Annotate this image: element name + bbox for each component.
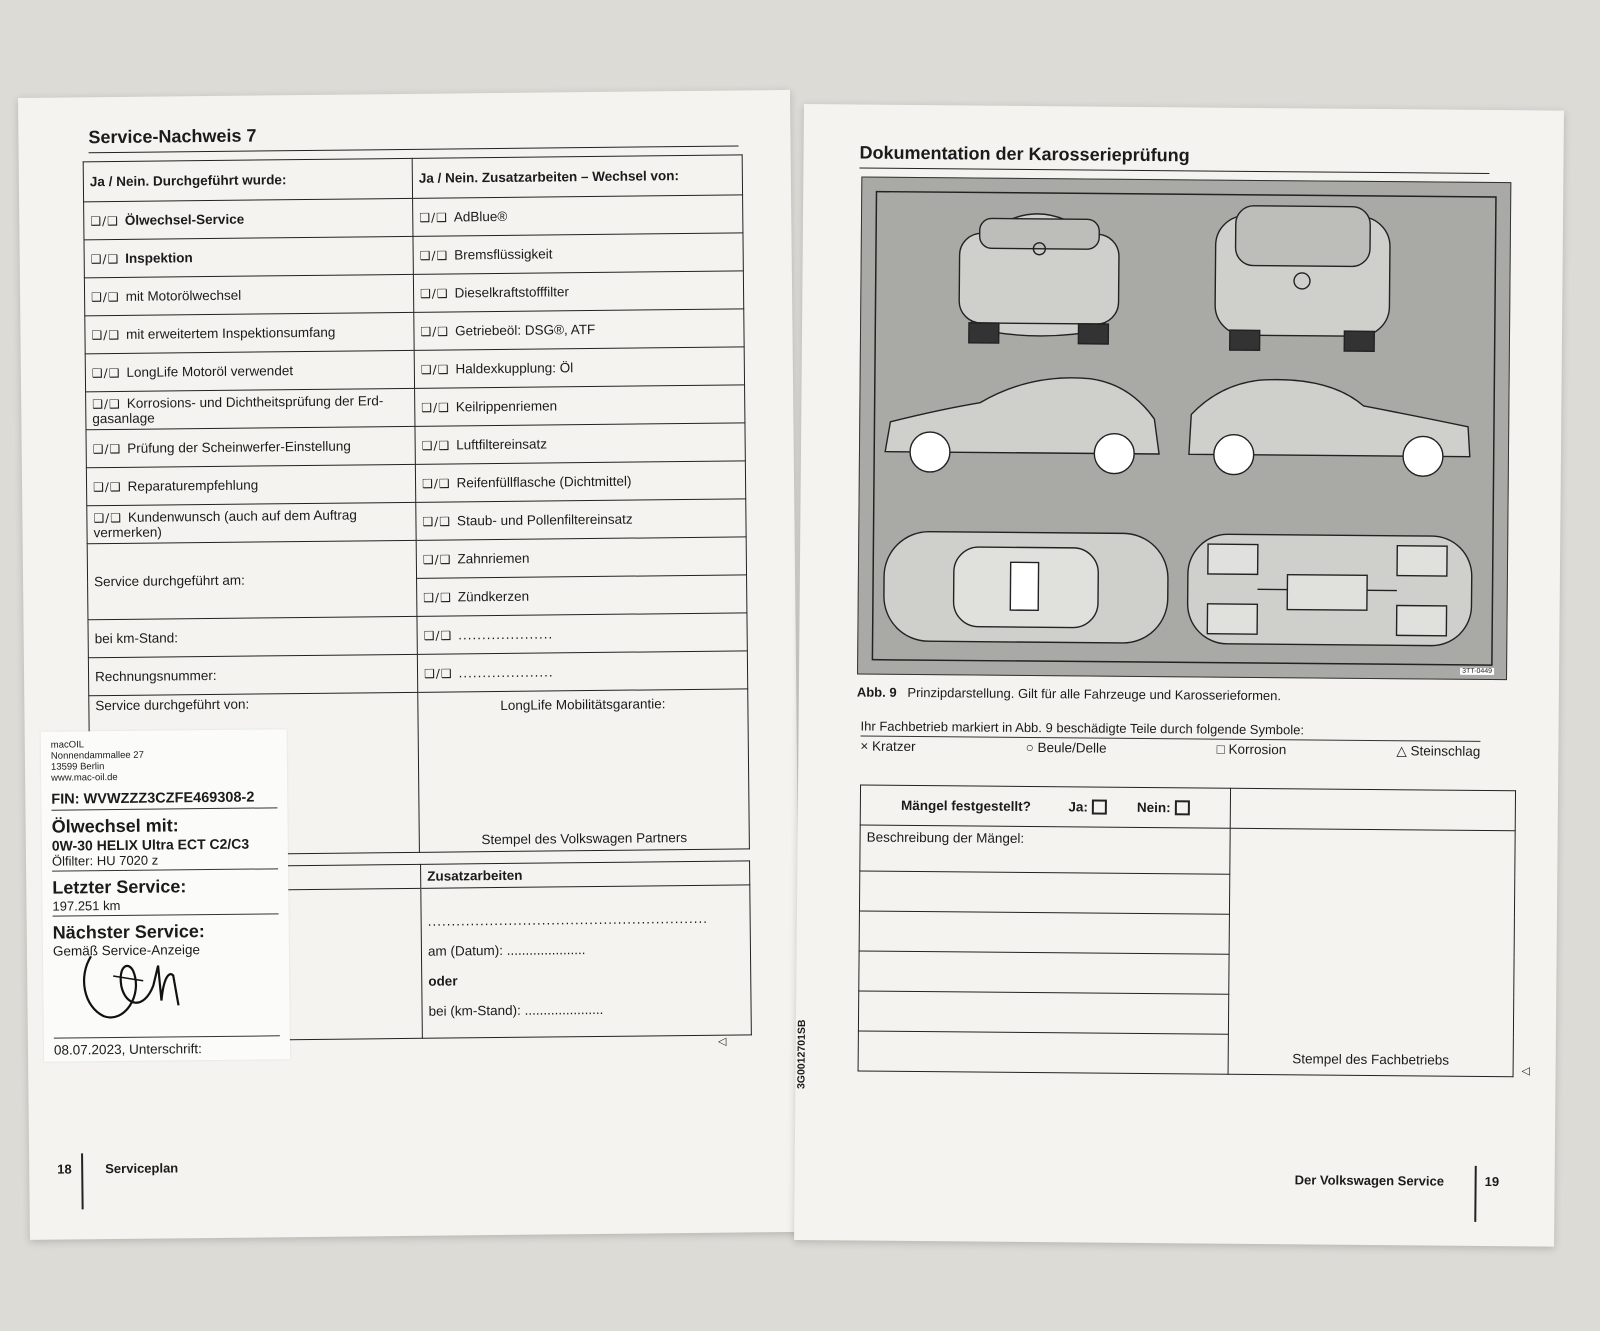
symbols-intro: Ihr Fachbetrieb markiert in Abb. 9 beschädigte Teile durch folgende Symbole: [860,719,1480,742]
symbol-legend [860,739,1480,760]
performed-by-label: Service durchgeführt von: [95,696,250,714]
sticker-last-title: Letzter Service: [52,876,187,898]
km-label: bei km-Stand: [94,630,179,647]
checkbox-pair[interactable]: ❑/❑ [92,396,121,411]
row-label: AdBlue® [453,208,508,225]
no-label: Nein: [1136,799,1171,815]
symbol-corrosion: □ Korrosion [1216,741,1287,758]
yes-checkbox[interactable] [1092,800,1107,815]
row-label: Prüfung der Scheinwerfer-Einstellung [127,438,351,456]
checkbox-pair[interactable]: ❑/❑ [93,510,123,525]
row-label: Zahnriemen [457,550,530,567]
sticker-oil-title: Ölwechsel mit: [51,815,179,837]
checkbox-pair[interactable]: ❑/❑ [420,362,450,377]
mobility-cell [418,689,750,852]
signature-icon [73,945,194,1026]
service-sticker [41,729,290,1062]
mobility-label: LongLife Mobilitätsgarantie: [500,696,666,713]
service-date-label: Service durchgeführt am: [93,572,245,590]
page-number: 19 [1484,1173,1500,1190]
invoice-cell[interactable] [88,654,417,695]
row-label: Inspektion [125,250,193,266]
sticker-street: Nonnendammallee 27 [50,749,144,762]
row-label: mit erweitertem Inspektionsumfang [125,324,336,342]
right-page [794,104,1564,1247]
checkbox-pair[interactable]: ❑/❑ [419,286,449,301]
sticker-last-km: 197.251 km [52,896,278,916]
checkbox-pair[interactable]: ❑/❑ [423,628,453,643]
header-left: Ja / Nein. Durchgeführt wurde: [83,158,412,201]
sticker-fin: FIN: WVWZZZ3CZFE469308-2 [51,789,277,810]
header-right: Ja / Nein. Zusatzarbeiten – Wechsel von: [412,155,742,198]
checkbox-pair[interactable]: ❑/❑ [91,289,120,305]
checkbox-pair[interactable]: ❑/❑ [419,210,448,225]
symbol-scratch: × Kratzer [860,738,916,754]
vehicle-diagram [857,177,1511,681]
symbol-stone-chip: △ Steinschlag [1396,743,1481,759]
defects-table [858,785,1516,1078]
row-label: Keilrippenriemen [455,398,558,415]
row-label: mit Motorölwechsel [125,287,242,304]
left-page [18,90,802,1240]
symbol-dent: ○ Beule/Delle [1025,739,1107,756]
checkbox-pair[interactable]: ❑/❑ [90,213,119,229]
row-label: Getriebeöl: DSG®, ATF [454,321,596,339]
stamp-label: Stempel des Fachbetriebs [1292,1051,1450,1068]
sticker-next-value: Gemäß Service-Anzeige [52,942,201,959]
caption-label: Abb. 9 [856,684,897,700]
sticker-city: 13599 Berlin [50,761,105,773]
description-cell[interactable] [860,825,1230,874]
checkbox-pair[interactable]: ❑/❑ [423,590,452,605]
figure-code: 3TT-0449 [1462,667,1493,676]
footer-divider [1474,1166,1476,1222]
footer-text: Der Volkswagen Service [1294,1172,1445,1189]
checkbox-pair[interactable]: ❑/❑ [421,438,451,453]
invoice-label: Rechnungsnummer: [94,667,217,685]
km-field[interactable]: bei (km-Stand): ..................... [428,1001,604,1019]
row-label: Ölwechsel-Service [124,211,245,228]
checkbox-pair[interactable]: ❑/❑ [91,365,121,381]
row-label: Kundenwunsch (auch auf dem Auftrag vermerken) [93,506,357,540]
blank-line[interactable]: ........................................................... [427,910,709,929]
sticker-filter: Ölfilter: HU 7020 z [52,851,278,871]
footer-text: Serviceplan [105,1160,179,1177]
row-label: Bremsflüssigkeit [454,246,553,263]
description-line[interactable] [859,871,1229,914]
checkbox-pair[interactable]: ❑/❑ [419,248,449,263]
or-label: oder [428,973,458,989]
row-label: Reparaturempfehlung [127,477,259,494]
row-label: Haldexkupplung: Öl [455,360,574,377]
blank-line[interactable]: .................... [458,626,554,643]
triangle-marker-icon: ◁ [717,1035,727,1048]
car-outlines-icon [858,178,1510,680]
row-label: Zündkerzen [457,588,530,605]
row-label: Luftfiltereinsatz [456,436,548,453]
page-number: 18 [57,1161,72,1177]
defects-question: Mängel festgestellt? [901,797,1031,814]
no-checkbox[interactable] [1175,801,1190,816]
document-code: 3G0012701SB [795,1019,809,1090]
caption-text: Prinzipdarstellung. Gilt für alle Fahrzeuge und Karosserieformen. [907,684,1282,704]
checkbox-pair[interactable]: ❑/❑ [93,479,122,495]
page-title: Service-Nachweis 7 [88,120,738,153]
description-line[interactable] [858,991,1228,1034]
stamp-cell [1228,828,1515,1076]
checkbox-pair[interactable]: ❑/❑ [421,400,450,415]
extra-header: Zusatzarbeiten [421,861,750,888]
row-label: Reifenfüllflasche (Dichtmittel) [456,473,632,491]
service-date-cell[interactable] [87,540,417,619]
km-cell[interactable] [88,616,417,657]
checkbox-pair[interactable]: ❑/❑ [423,666,453,681]
footer-divider [81,1153,83,1209]
sticker-web: www.mac-oil.de [51,771,118,784]
checkbox-pair[interactable]: ❑/❑ [92,441,122,457]
blank-line[interactable]: .................... [458,664,554,681]
table-header-row [83,155,742,202]
sticker-date-signature: 08.07.2023, Unterschrift: [54,1035,280,1057]
checkbox-pair[interactable]: ❑/❑ [421,476,451,491]
checkbox-pair[interactable]: ❑/❑ [91,327,121,343]
figure-caption [857,684,1281,703]
row-label: Dieselkraftstofffilter [454,284,569,301]
stamp-label: Stempel des Volkswagen Partners [481,830,688,848]
checkbox-pair[interactable]: ❑/❑ [90,251,120,267]
checkbox-pair[interactable]: ❑/❑ [422,514,452,529]
description-line[interactable] [858,1031,1228,1074]
description-line[interactable] [859,951,1229,994]
date-field[interactable]: am (Datum): ..................... [427,942,586,959]
row-label: Staub- und Pollenfiltereinsatz [456,511,633,529]
description-line[interactable] [859,911,1229,954]
sticker-company: macOIL [50,739,85,751]
checkbox-pair[interactable]: ❑/❑ [420,324,450,339]
checkbox-pair[interactable]: ❑/❑ [422,552,452,567]
row-label: LongLife Motoröl verwendet [126,363,294,380]
row-label: Korrosions- und Dichtheitsprüfung der Erd-gasanlage [92,392,384,426]
triangle-marker-icon: ◁ [1521,1065,1531,1078]
sticker-next-title: Nächster Service: [52,921,205,943]
description-label: Beschreibung der Mängel: [866,829,1025,846]
sticker-oil: 0W-30 HELIX Ultra ECT C2/C3 [51,835,250,854]
page-title: Dokumentation der Karosserieprüfung [859,142,1489,173]
yes-label: Ja: [1068,798,1088,815]
